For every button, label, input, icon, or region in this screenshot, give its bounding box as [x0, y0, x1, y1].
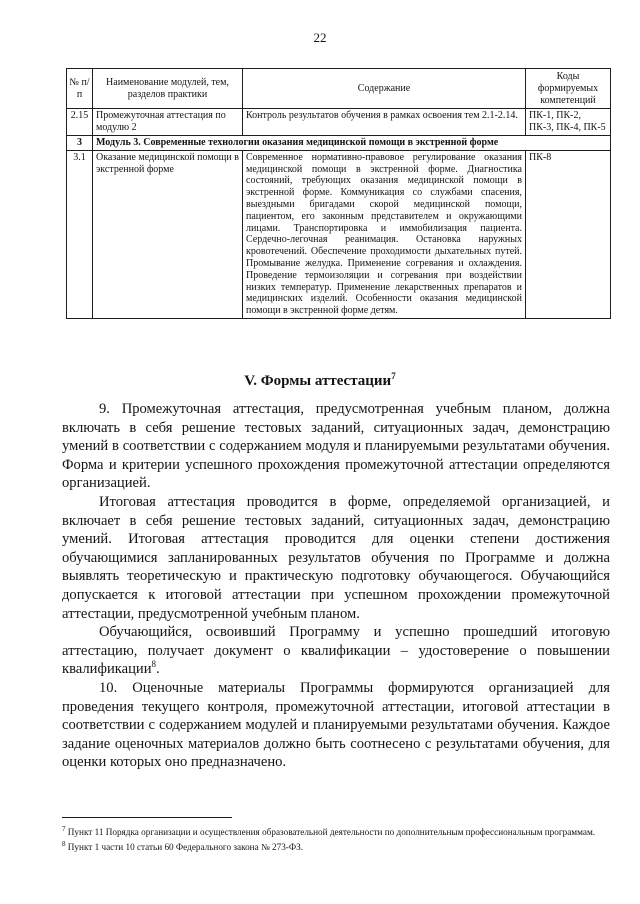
table-row: [67, 109, 611, 136]
section-title: [0, 371, 640, 390]
row-codes: ПК-8: [526, 150, 611, 318]
header-codes: Коды формируемых компетенций: [526, 69, 611, 109]
row-content: Современное нормативно-правовое регулирование оказания медицинской помощи в экстренной форме. Диагностика состояний, требующих оказания медицинской помощи в экстренной форме. Коммуникация со службами спасения, выездными бригадами скорой медицинской помощи, пациентом, его законным представителем и окружающими лицами. Транспортировка и иммобилизация пациента. Сердечно-легочная реанимация. Остановка наружных кровотечений. Обеспечение проходимости дыхательных путей. Промывание желудка. Применение согревания и охлаждения. Проведение термоизоляции и согревания при воздействии низких температур. Применение лекарственных препаратов и медицинских изделий. Особенности оказания медицинской помощи в экстренной форме детям.: [243, 150, 526, 318]
paragraph-9: 9. Промежуточная аттестация, предусмотренная учебным планом, должна включать в себя решение тестовых заданий, ситуационных задач, демонстрацию умений в соответствии с содержанием модуля и планируемыми результатами обучения. Форма и критерии успешного прохождения промежуточной аттестации определяются организацией.: [62, 401, 610, 492]
module-number: 3: [67, 135, 93, 150]
footnote-8: [62, 838, 610, 853]
header-num: № п/п: [67, 69, 93, 109]
row-codes: ПК-1, ПК-2, ПК-3, ПК-4, ПК-5: [526, 109, 611, 136]
table-row: [67, 150, 611, 318]
header-content: Содержание: [243, 69, 526, 109]
paragraph-qualification-text: Обучающийся, освоивший Программу и успешно прошедший итоговую аттестацию, получает документ о квалификации – удостоверение о повышении квалификации: [62, 624, 610, 678]
footnote-ref-8: 8: [151, 659, 157, 670]
header-name: Наименование модулей, тем, разделов практики: [93, 69, 243, 109]
row-number: 3.1: [67, 150, 93, 318]
footnote-8-text: Пункт 1 части 10 статьи 60 Федерального закона № 273-ФЗ.: [67, 842, 304, 853]
footnote-7: [62, 823, 610, 838]
row-content: Контроль результатов обучения в рамках освоения тем 2.1-2.14.: [243, 109, 526, 136]
paragraph-10: 10. Оценочные материалы Программы формируются организацией для проведения текущего контроля, промежуточной аттестации, итоговой аттестации в соответствии с содержанием модулей и планируемыми результатами обучения. Каждое задание оценочных материалов должно быть соотнесено с результатами обучения, для оценки которых оно предназначено.: [62, 679, 610, 771]
table-header-row: [67, 69, 611, 109]
row-name: Промежуточная аттестация по модулю 2: [93, 109, 243, 136]
row-name: Оказание медицинской помощи в экстренной форме: [93, 150, 243, 318]
body-text: [62, 400, 610, 772]
section-title-text: V. Формы аттестации: [244, 373, 392, 389]
footnote-7-text: Пункт 11 Порядка организации и осуществления образовательной деятельности по дополнительным профессиональным программам.: [67, 827, 596, 838]
curriculum-table: [66, 68, 611, 319]
row-number: 2.15: [67, 109, 93, 136]
module-row: [67, 135, 611, 150]
module-title: Модуль 3. Современные технологии оказания медицинской помощи в экстренной форме: [93, 135, 611, 150]
footnote-ref-7: 7: [391, 371, 396, 381]
footnote-separator: [62, 817, 232, 818]
footnotes: [62, 823, 610, 853]
footnote-mark-8: 8: [62, 840, 66, 849]
paragraph-final-attestation: Итоговая аттестация проводится в форме, определяемой организацией, и включает в себя решение тестовых заданий, ситуационных задач, демонстрацию умений. Итоговая аттестация проводится для оценки степени достижения обучающимися запланированных результатов обучения по Программе и должна выявлять теоретическую и практическую подготовку обучающегося. Обучающийся допускается к итоговой аттестации при успешном прохождении промежуточной аттестации, предусмотренной учебным планом.: [62, 493, 610, 622]
page-number: 22: [313, 30, 327, 45]
footnote-mark-7: 7: [62, 825, 66, 833]
paragraph-qualification-end: .: [156, 661, 160, 678]
paragraph-qualification: [62, 623, 610, 679]
